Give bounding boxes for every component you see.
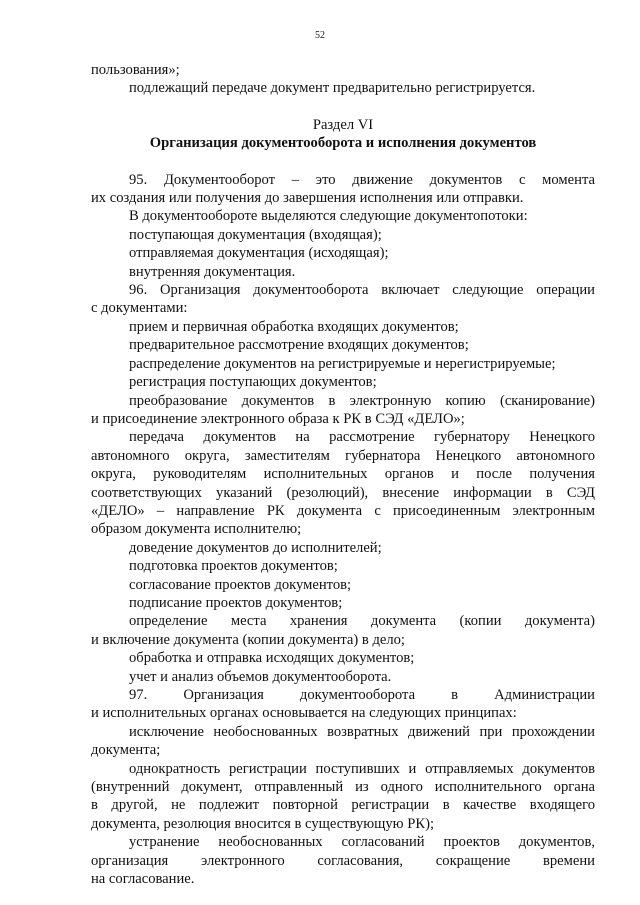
text-line: внутренняя документация. xyxy=(129,263,296,280)
text-line: на согласование. xyxy=(91,871,195,888)
text-line: регистрация поступающих документов; xyxy=(129,374,377,391)
text-line: подлежащий передаче документ предварительно регистрируется. xyxy=(129,80,536,97)
text-line: прием и первичная обработка входящих документов; xyxy=(129,318,459,335)
text-line: и присоединение электронного образа к РК в СЭД «ДЕЛО»; xyxy=(91,410,465,427)
text-line: округа, руководителям исполнительных органов и после получения xyxy=(91,466,595,483)
text-line: учет и анализ объемов документооборота. xyxy=(129,668,392,685)
text-line: соответствующих указаний (резолюций), внесение информации в СЭД xyxy=(91,484,595,501)
section-number: Раздел VI xyxy=(312,116,374,133)
text-line: передача документов на рассмотрение губернатору Ненецкого xyxy=(129,429,595,446)
text-line: обработка и отправка исходящих документов; xyxy=(129,650,415,667)
text-line: с документами: xyxy=(91,300,188,317)
text-line: поступающая документация (входящая); xyxy=(129,226,382,243)
text-line: преобразование документов в электронную копию (сканирование) xyxy=(129,392,595,409)
text-line: 96. Организация документооборота включает следующие операции xyxy=(129,282,595,299)
text-line: В документообороте выделяются следующие документопотоки: xyxy=(129,208,528,225)
text-line: подписание проектов документов; xyxy=(129,594,343,611)
text-line: образом документа исполнителю; xyxy=(91,521,302,538)
text-line: исключение необоснованных возвратных движений при прохождении xyxy=(129,723,595,740)
text-line: доведение документов до исполнителей; xyxy=(129,539,382,556)
text-line: 97. Организация документооборота в Администрации xyxy=(129,687,595,703)
text-line: документа, резолюция вносится в существующую РК); xyxy=(91,815,435,832)
text-line: в другой, не подлежит повторной регистрации в качестве входящего xyxy=(91,797,595,814)
text-line: согласование проектов документов; xyxy=(129,576,352,593)
text-line: распределение документов на регистрируемые и нерегистрируемые; xyxy=(129,355,556,372)
text-line: автономного округа, заместителям губернатора Ненецкого автономного xyxy=(91,447,595,464)
text-line: определение места хранения документа (копии документа) xyxy=(129,613,595,630)
text-line: устранение необоснованных согласований проектов документов, xyxy=(129,834,595,851)
section-title: Организация документооборота и исполнения документов xyxy=(149,135,537,152)
text-line: документа; xyxy=(91,742,161,759)
text-line: отправляемая документация (исходящая); xyxy=(129,245,389,262)
text-line: и исполнительных органах основывается на следующих принципах: xyxy=(91,705,517,722)
text-line: «ДЕЛО» – направление РК документа с присоединенным электронным xyxy=(91,502,595,519)
text-line: организация электронного согласования, сокращение времени xyxy=(91,852,595,869)
text-line: (внутренний документ, отправленный из одного исполнительного органа xyxy=(91,779,595,796)
text-line: однократность регистрации поступивших и отправляемых документов xyxy=(129,760,595,777)
text-line: подготовка проектов документов; xyxy=(129,558,338,575)
text-line: 95. Документооборот – это движение документов с момента xyxy=(129,171,595,188)
text-line: их создания или получения до завершения исполнения или отправки. xyxy=(91,190,524,207)
text-line: и включение документа (копии документа) в дело; xyxy=(91,631,405,648)
text-line: пользования»; xyxy=(91,62,180,78)
page-number: 52 xyxy=(315,30,325,41)
document-body xyxy=(91,61,595,888)
text-line: предварительное рассмотрение входящих документов; xyxy=(129,337,469,354)
